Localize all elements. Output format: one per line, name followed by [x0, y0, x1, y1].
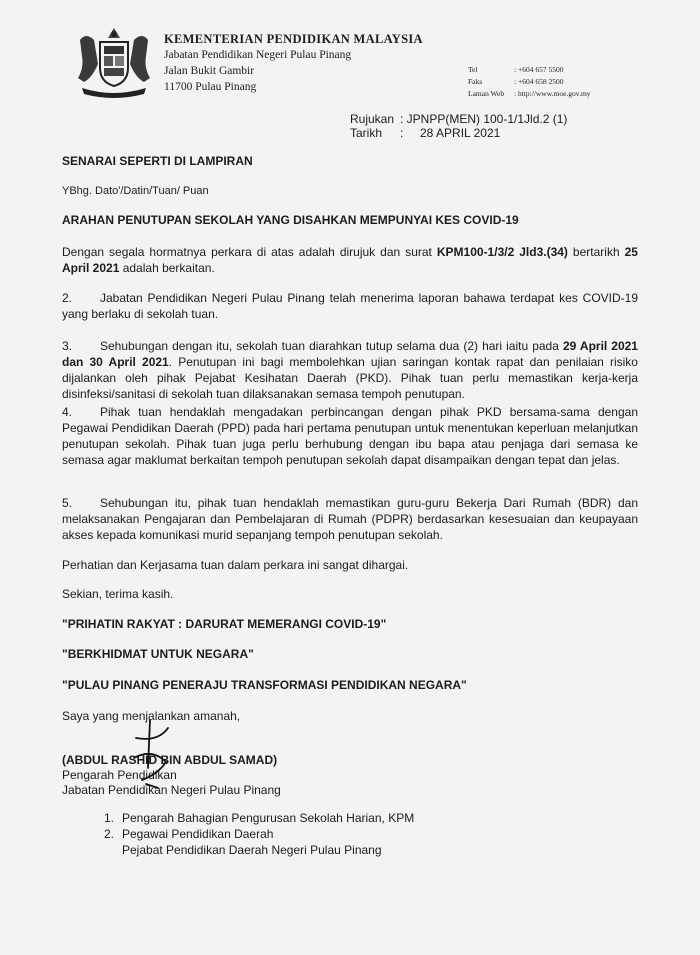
ministry-name: KEMENTERIAN PENDIDIKAN MALAYSIA — [164, 32, 423, 46]
tarikh-value: 28 APRIL 2021 — [420, 126, 501, 140]
cc-line: Pegawai Pendidikan Daerah — [122, 827, 274, 841]
tel-label: Tel — [468, 65, 478, 74]
subject: ARAHAN PENUTUPAN SEKOLAH YANG DISAHKAN MEMPUNYAI KES COVID-19 — [62, 213, 519, 227]
rujukan-label: Rujukan — [350, 112, 395, 126]
cc-item — [86, 826, 382, 858]
cc-number: 2. — [103, 827, 114, 841]
rujukan-value: : JPNPP(MEN) 100-1/1Jld.2 (1) — [400, 112, 568, 126]
address-street: Jalan Bukit Gambir — [164, 65, 255, 77]
paragraph-2 — [62, 290, 638, 322]
p4-number: 4. — [62, 405, 73, 419]
p1-date: 25 April 2021 — [62, 245, 638, 275]
p5-number: 5. — [62, 496, 73, 510]
tarikh-label: Tarikh — [350, 126, 383, 140]
department-name: Jabatan Pendidikan Negeri Pulau Pinang — [164, 49, 352, 61]
web-label: Laman Web — [468, 89, 505, 98]
slogan-1: "PRIHATIN RAKYAT : DARURAT MEMERANGI COVID-19" — [62, 617, 387, 631]
p3-dates: 29 April 2021 dan 30 April 2021 — [62, 339, 638, 369]
signature-intro: Saya yang menjalankan amanah, — [62, 709, 241, 723]
malaysia-coat-of-arms-icon — [70, 24, 158, 98]
closing-line: Sekian, terima kasih. — [62, 587, 174, 601]
salutation: YBhg. Dato'/Datin/Tuan/ Puan — [62, 185, 209, 197]
contact-block — [468, 64, 591, 100]
p3-text-a: Sehubungan dengan itu, sekolah tuan diarahkan tutup selama dua (2) hari iaitu pada — [100, 339, 563, 353]
p2-text: Jabatan Pendidikan Negeri Pulau Pinang telah menerima laporan bahawa terdapat kes COVID-19 yang berlaku di sekolah tuan. — [62, 291, 638, 321]
letterhead — [164, 32, 423, 95]
web-value: : http://www.moe.gov.my — [514, 89, 591, 98]
p1-text-c: adalah berkaitan. — [119, 261, 215, 275]
fax-value: : +604 658 2500 — [514, 77, 564, 86]
tel-value: : +604 657 5500 — [514, 65, 564, 74]
paragraph-4 — [62, 404, 638, 468]
signatory-title: Pengarah Pendidikan — [62, 768, 177, 782]
fax-label: Faks — [468, 77, 483, 86]
slogan-2: "BERKHIDMAT UNTUK NEGARA" — [62, 647, 254, 661]
slogan-3: "PULAU PINANG PENERAJU TRANSFORMASI PENDIDIKAN NEGARA" — [62, 678, 467, 692]
paragraph-3 — [62, 338, 638, 402]
paragraph-5 — [62, 495, 638, 543]
tarikh-separator: : — [400, 126, 404, 140]
signatory-department: Jabatan Pendidikan Negeri Pulau Pinang — [62, 783, 281, 797]
p1-text-a: Dengan segala hormatnya perkara di atas adalah dirujuk dan surat — [62, 245, 437, 259]
cc-item — [86, 810, 414, 826]
cc-line: Pengarah Bahagian Pengurusan Sekolah Harian, KPM — [122, 811, 415, 825]
paragraph-1 — [62, 244, 638, 276]
thanks-line: Perhatian dan Kerjasama tuan dalam perkara ini sangat dihargai. — [62, 558, 409, 572]
p3-number: 3. — [62, 339, 73, 353]
reference-block — [350, 112, 567, 140]
cc-subline: Pejabat Pendidikan Daerah Negeri Pulau Pinang — [122, 843, 382, 857]
p1-ref: KPM100-1/3/2 Jld3.(34) — [436, 245, 568, 259]
cc-number: 1. — [103, 811, 114, 825]
address-city: 11700 Pulau Pinang — [164, 81, 257, 93]
p2-number: 2. — [62, 291, 73, 305]
p4-text: Pihak tuan hendaklah mengadakan perbincangan dengan pihak PKD bersama-sama dengan Pegawai Pendidikan Daerah (PPD) pada hari pertama penutupan untuk menentukan keperluan melanjutkan penutupan sekolah. Pihak tuan juga perlu berhubung dengan ibu bapa atau penjaga dari semasa ke semasa agar maklumat berkaitan tempoh penutupan sekolah dapat disampaikan dengan tepat dan jelas. — [62, 405, 638, 467]
p3-text-b: . Penutupan ini bagi membolehkan ujian saringan kontak rapat dan penilaian risiko dijalankan oleh pihak Pejabat Kesihatan Daerah (PKD). Pihak tuan perlu memastikan kerja-kerja disinfeksi/sanitasi di sekolah tuan dilaksanakan semasa tempoh penutupan. — [62, 355, 638, 401]
signatory-name: (ABDUL RASHID BIN ABDUL SAMAD) — [62, 753, 278, 767]
recipient: SENARAI SEPERTI DI LAMPIRAN — [62, 154, 253, 168]
p1-text-b: bertarikh — [567, 245, 625, 259]
p5-text: Sehubungan itu, pihak tuan hendaklah memastikan guru-guru Bekerja Dari Rumah (BDR) dan melaksanakan Pengajaran dan Pembelajaran di Rumah (PDPR) berdasarkan kesesuaian dan keupayaan akses kepada komunikasi murid sepanjang tempoh penutupan sekolah. — [62, 496, 638, 542]
